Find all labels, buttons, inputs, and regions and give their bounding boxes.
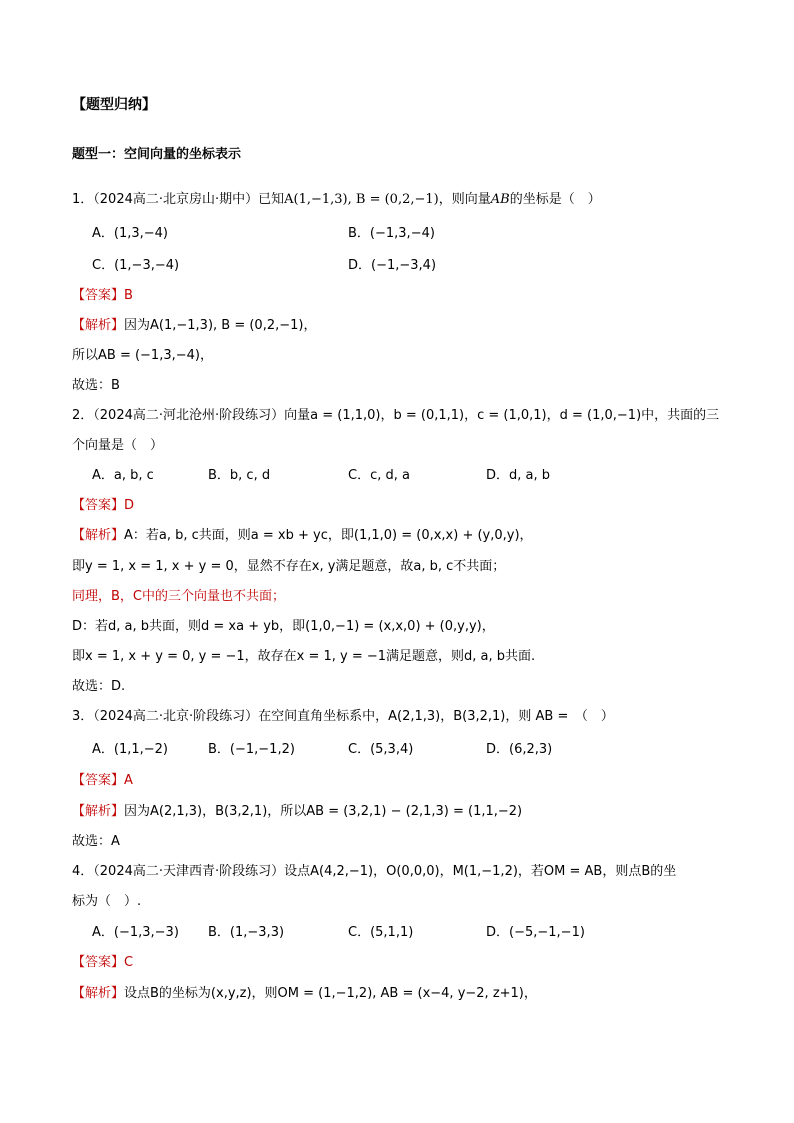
q4-option-d: D．(−5,−1,−1) [486,925,585,940]
q4-option-b: B．(1,−3,3) [208,925,285,940]
q4-option-a: A．(−1,3,−3) [92,925,179,940]
q3-choose: 故选：A [72,834,120,849]
q2-analysis-3: 同理，B，C中的三个向量也不共面； [72,589,285,604]
question-3-stem: 3．（2024高二·北京·阶段练习）在空间直角坐标系中，A(2,1,3)，B(3,2,1)，则 AB = （ ） [72,709,614,724]
q2-answer: 【答案】D [72,498,135,513]
q1-analysis-1: 因为A(1,−1,3), B = (0,2,−1)， [124,318,317,333]
q1-analysis-label: 【解析】 [72,318,125,333]
question-2-stem-line-2: 个向量是（ ） [72,438,164,453]
q2-analysis [72,527,533,545]
q1-given: A(1,−1,3), B = (0,2,−1) [284,192,439,207]
q4-analysis [72,985,537,1003]
question-2-stem-line-1: 2．（2024高二·河北沧州·阶段练习）向量a = (1,1,0)，b = (0,1,1)，c = (1,0,1)，d = (1,0,−1)中，共面的三 [72,408,720,423]
q2-analysis-1: A：若a, b, c共面，则a = xb + yc，即(1,1,0) = (0,x,x) + (y,0,y)， [124,528,533,543]
q3-analysis [72,803,522,821]
q4-analysis-1: 设点B的坐标为(x,y,z)，则OM = (1,−1,2), AB = (x−4, y−2, z+1)， [124,986,537,1001]
question-4-stem-line-1: 4．（2024高二·天津西青·阶段练习）设点A(4,2,−1)，O(0,0,0)，M(1,−1,2)，若OM = AB，则点B的坐 [72,864,677,879]
q2-analysis-label: 【解析】 [72,528,125,543]
q1-answer: 【答案】B [72,288,133,303]
q2-analysis-4: D：若d, a, b共面，则d = xa + yb，即(1,0,−1) = (x,x,0) + (0,y,y)， [72,619,495,634]
q3-option-a: A．(1,1,−2) [92,742,169,757]
q1-option-d: D．(−1,−3,4) [348,258,437,273]
q1-prefix: 1．（2024高二·北京房山·期中）已知 [72,192,285,207]
q3-analysis-label: 【解析】 [72,804,125,819]
question-type-title: 题型一：空间向量的坐标表示 [72,147,242,162]
q4-analysis-label: 【解析】 [72,986,125,1001]
q3-option-d: D．(6,2,3) [486,742,553,757]
q1-option-c: C．(1,−3,−4) [92,258,180,273]
q2-option-a: A．a, b, c [92,468,154,483]
q2-analysis-5: 即x = 1, x + y = 0, y = −1，故存在x = 1, y = −1满足题意，则d, a, b共面. [72,649,536,664]
q1-suffix: 的坐标是（ ） [509,192,601,207]
q1-option-a: A．(1,3,−4) [92,226,169,241]
q3-analysis-1: 因为A(2,1,3)，B(3,2,1)，所以AB = (3,2,1) − (2,1,3) = (1,1,−2) [124,804,523,819]
q2-analysis-2: 即y = 1, x = 1, x + y = 0，显然不存在x, y满足题意，故a, b, c不共面； [72,559,506,574]
q4-answer: 【答案】C [72,955,134,970]
section-title: 【题型归纳】 [72,97,156,113]
q2-option-d: D．d, a, b [486,468,551,483]
q1-vector: AB [490,192,510,207]
q2-option-c: C．c, d, a [348,468,410,483]
q1-analysis [72,317,316,335]
q2-option-b: B．b, c, d [208,468,271,483]
q1-analysis-2: 所以AB = (−1,3,−4)， [72,348,213,363]
q3-option-b: B．(−1,−1,2) [208,742,295,757]
q3-answer: 【答案】A [72,773,133,788]
question-1-stem [72,191,601,209]
q1-mid: ，则向量 [438,192,491,207]
q2-choose: 故选：D. [72,679,126,694]
q3-option-c: C．(5,3,4) [348,742,414,757]
q1-option-b: B．(−1,3,−4) [348,226,435,241]
question-4-stem-line-2: 标为（ ）. [72,894,142,909]
q1-choose: 故选：B [72,378,120,393]
q4-option-c: C．(5,1,1) [348,925,414,940]
